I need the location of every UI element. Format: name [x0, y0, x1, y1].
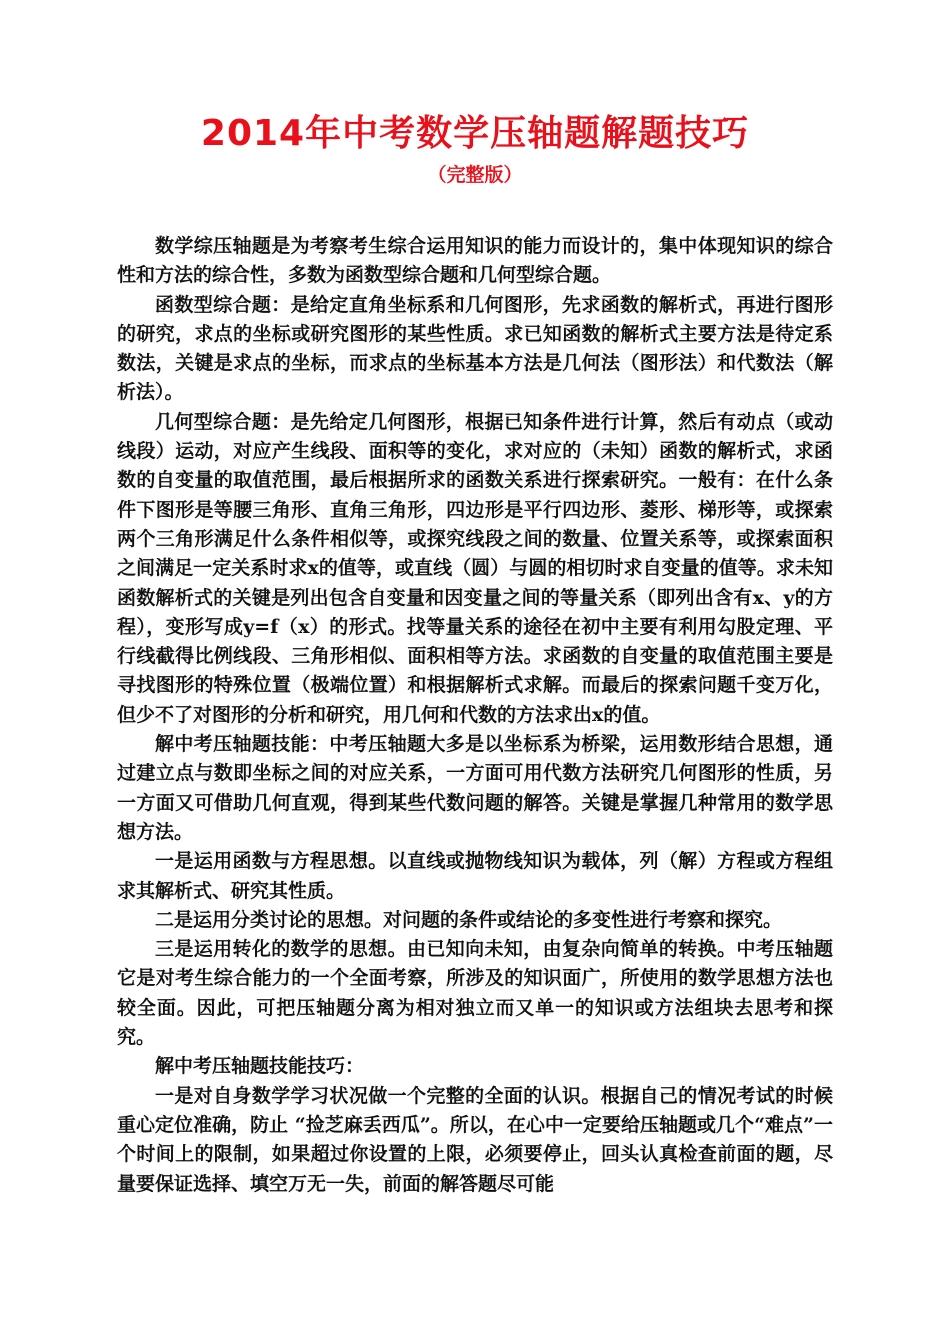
- paragraph-geometry-type: 几何型综合题：是先给定几何图形，根据已知条件进行计算，然后有动点（或动线段）运动，对应产生线段、面积等的变化，求对应的（未知）函数的解析式，求函数的自变量的取值范围，最后根据所求的函数关系进行探索研究。一般有：在什么条件下图形是等腰三角形、直角三角形，四边形是平行四边形、菱形、梯形等，或探索两个三角形满足什么条件相似等，或探究线段之间的数量、位置关系等，或探索面积之间满足一定关系时求x的值等，或直线（圆）与圆的相切时求自变量的值等。求未知函数解析式的关键是列出包含自变量和因变量之间的等量关系（即列出含有x、y的方程），变形写成y=f（x）的形式。找等量关系的途径在初中主要有利用勾股定理、平行线截得比例线段、三角形相似、面积相等方法。求函数的自变量的取值范围主要是寻找图形的特殊位置（极端位置）和根据解析式求解。而最后的探索问题千变万化，但少不了对图形的分析和研究，用几何和代数的方法求出x的值。: [117, 410, 833, 726]
- paragraph-tip-one: 一是对自身数学学习状况做一个完整的全面的认识。根据自己的情况考试的时候重心定位准确，防止 “捡芝麻丢西瓜”。所以，在心中一定要给压轴题或几个“难点”一个时间上的限制，如果超过你设置的上限，必须要停止，回头认真检查前面的题，尽量要保证选择、填空万无一失，前面的解答题尽可能: [117, 1084, 833, 1195]
- paragraph-function-type: 函数型综合题：是给定直角坐标系和几何图形，先求函数的解析式，再进行图形的研究，求点的坐标或研究图形的某些性质。求已知函数的解析式主要方法是待定系数法，关键是求点的坐标，而求点的坐标基本方法是几何法（图形法）和代数法（解析法）。: [117, 293, 833, 404]
- paragraph-method-two: 二是运用分类讨论的思想。对问题的条件或结论的多变性进行考察和探究。: [155, 908, 783, 931]
- paragraph-tips-heading: 解中考压轴题技能技巧：: [155, 1055, 365, 1078]
- document-title: 2014年中考数学压轴题解题技巧: [200, 113, 750, 154]
- document-subtitle: （完整版）: [427, 164, 523, 186]
- paragraph-intro: 数学综压轴题是为考察考生综合运用知识的能力而设计的，集中体现知识的综合性和方法的综合性，多数为函数型综合题和几何型综合题。: [117, 235, 833, 287]
- paragraph-method-one: 一是运用函数与方程思想。以直线或抛物线知识为载体，列（解）方程或方程组求其解析式、研究其性质。: [117, 850, 833, 902]
- paragraph-skills: 解中考压轴题技能：中考压轴题大多是以坐标系为桥梁，运用数形结合思想，通过建立点与数即坐标之间的对应关系，一方面可用代数方法研究几何图形的性质，另一方面又可借助几何直观，得到某些代数问题的解答。关键是掌握几种常用的数学思想方法。: [117, 733, 833, 843]
- document-body: [117, 232, 833, 1199]
- paragraph-method-three: 三是运用转化的数学的思想。由已知向未知，由复杂向简单的转换。中考压轴题它是对考生综合能力的一个全面考察，所涉及的知识面广，所使用的数学思想方法也较全面。因此，可把压轴题分离为相对独立而又单一的知识或方法组块去思考和探究。: [117, 938, 833, 1049]
